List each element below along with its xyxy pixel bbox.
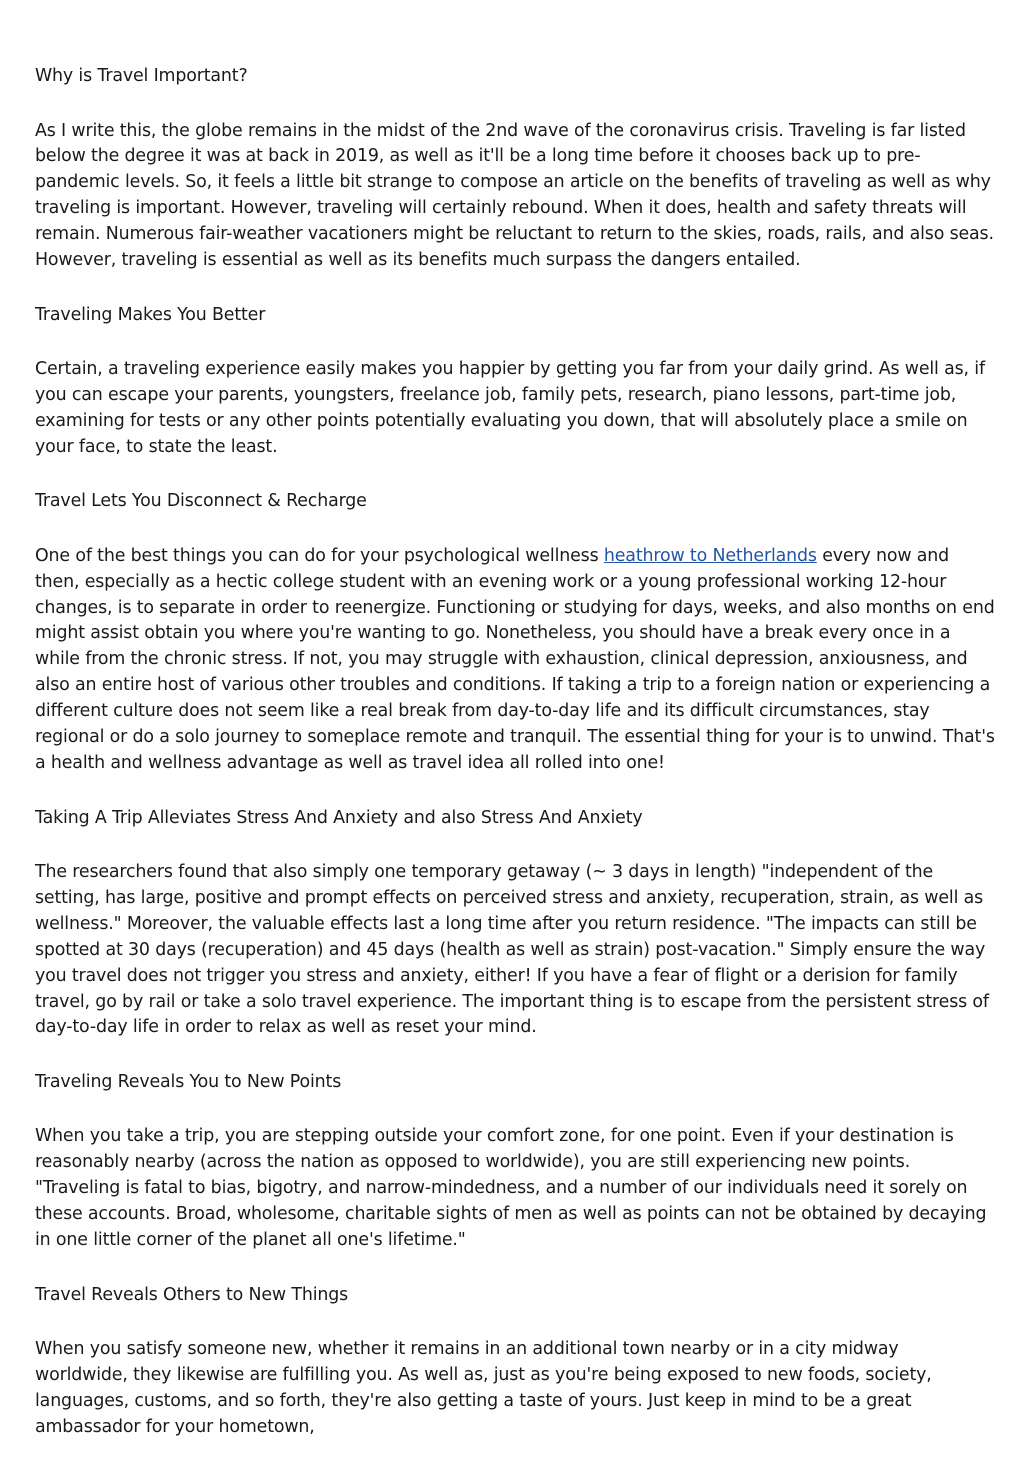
section-heading-reveals-you: Traveling Reveals You to New Points (35, 1071, 342, 1092)
section-paragraph-makes-you-better: Certain, a traveling experience easily makes you happier by getting you far from your daily grind. As well as, if you can escape your parents, youngsters, freelance job, family pets, research, piano lessons, part-time job, examining for tests or any other points potentially evaluating you down, that will absolutely place a smile on your face, to state the least. (35, 359, 985, 457)
paragraph-text-before-link: One of the best things you can do for your psychological wellness (35, 545, 604, 566)
section-paragraph-disconnect-recharge (35, 544, 995, 777)
section-paragraph-alleviates-stress: The researchers found that also simply one temporary getaway (~ 3 days in length) "independent of the setting, has large, positive and prompt effects on perceived stress and anxiety, recuperation, strain, as well as wellness." Moreover, the valuable effects last a long time after you return residence. "The impacts can still be spotted at 30 days (recuperation) and 45 days (health as well as strain) post-vacation." Simply ensure the way you travel does not trigger you stress and anxiety, either! If you have a fear of flight or a derision for family travel, go by rail or take a solo travel experience. The important thing is to escape from the persistent stress of day-to-day life in order to relax as well as reset your mind. (35, 862, 989, 1038)
section-heading-makes-you-better: Traveling Makes You Better (35, 304, 266, 325)
paragraph-text-after-link: every now and then, especially as a hectic college student with an evening work or a young professional working 12-hour changes, is to separate in order to reenergize. Functioning or studying for days, weeks, and also months on end might assist obtain you where you're wanting to go. Nonetheless, you should have a break every once in a while from the chronic stress. If not, you may struggle with exhaustion, clinical depression, anxiousness, and also an entire host of various other troubles and conditions. If taking a trip to a foreign nation or experiencing a different culture does not seem like a real break from day-to-day life and its difficult circumstances, stay regional or do a solo journey to someplace remote and tranquil. The essential thing for your is to unwind. That's a health and wellness advantage as well as travel idea all rolled into one! (35, 545, 995, 773)
heathrow-netherlands-link[interactable]: heathrow to Netherlands (603, 545, 817, 566)
section-paragraph-reveals-others: When you satisfy someone new, whether it remains in an additional town nearby or in a city midway worldwide, they likewise are fulfilling you. As well as, just as you're being exposed to new foods, society, languages, customs, and so forth, they're also getting a taste of yours. Just keep in mind to be a great ambassador for your hometown, (35, 1339, 932, 1437)
section-heading-why-travel: Why is Travel Important? (35, 66, 248, 86)
section-heading-reveals-others: Travel Reveals Others to New Things (35, 1284, 349, 1305)
section-paragraph-why-travel: As I write this, the globe remains in the midst of the 2nd wave of the coronavirus crisis. Traveling is far listed below the degree it was at back in 2019, as well as it'll be a long time before it chooses back up to pre-pandemic levels. So, it feels a little bit strange to compose an article on the benefits of traveling as well as why traveling is important. However, traveling will certainly rebound. When it does, health and safety threats will remain. Numerous fair-weather vacationers might be reluctant to return to the skies, roads, rails, and also seas. However, traveling is essential as well as its benefits much surpass the dangers entailed. (35, 120, 994, 271)
section-heading-alleviates-stress: Taking A Trip Alleviates Stress And Anxiety and also Stress And Anxiety (35, 807, 643, 828)
document-body (35, 64, 995, 1469)
section-paragraph-reveals-you: When you take a trip, you are stepping outside your comfort zone, for one point. Even if your destination is reasonably nearby (across the nation as opposed to worldwide), you are still experiencing new points. "Traveling is fatal to bias, bigotry, and narrow-mindedness, and a number of our individuals need it sorely on these accounts. Broad, wholesome, charitable sights of men as well as points can not be obtained by decaying in one little corner of the planet all one's lifetime." (35, 1126, 987, 1251)
section-heading-disconnect-recharge: Travel Lets You Disconnect & Recharge (35, 491, 367, 512)
